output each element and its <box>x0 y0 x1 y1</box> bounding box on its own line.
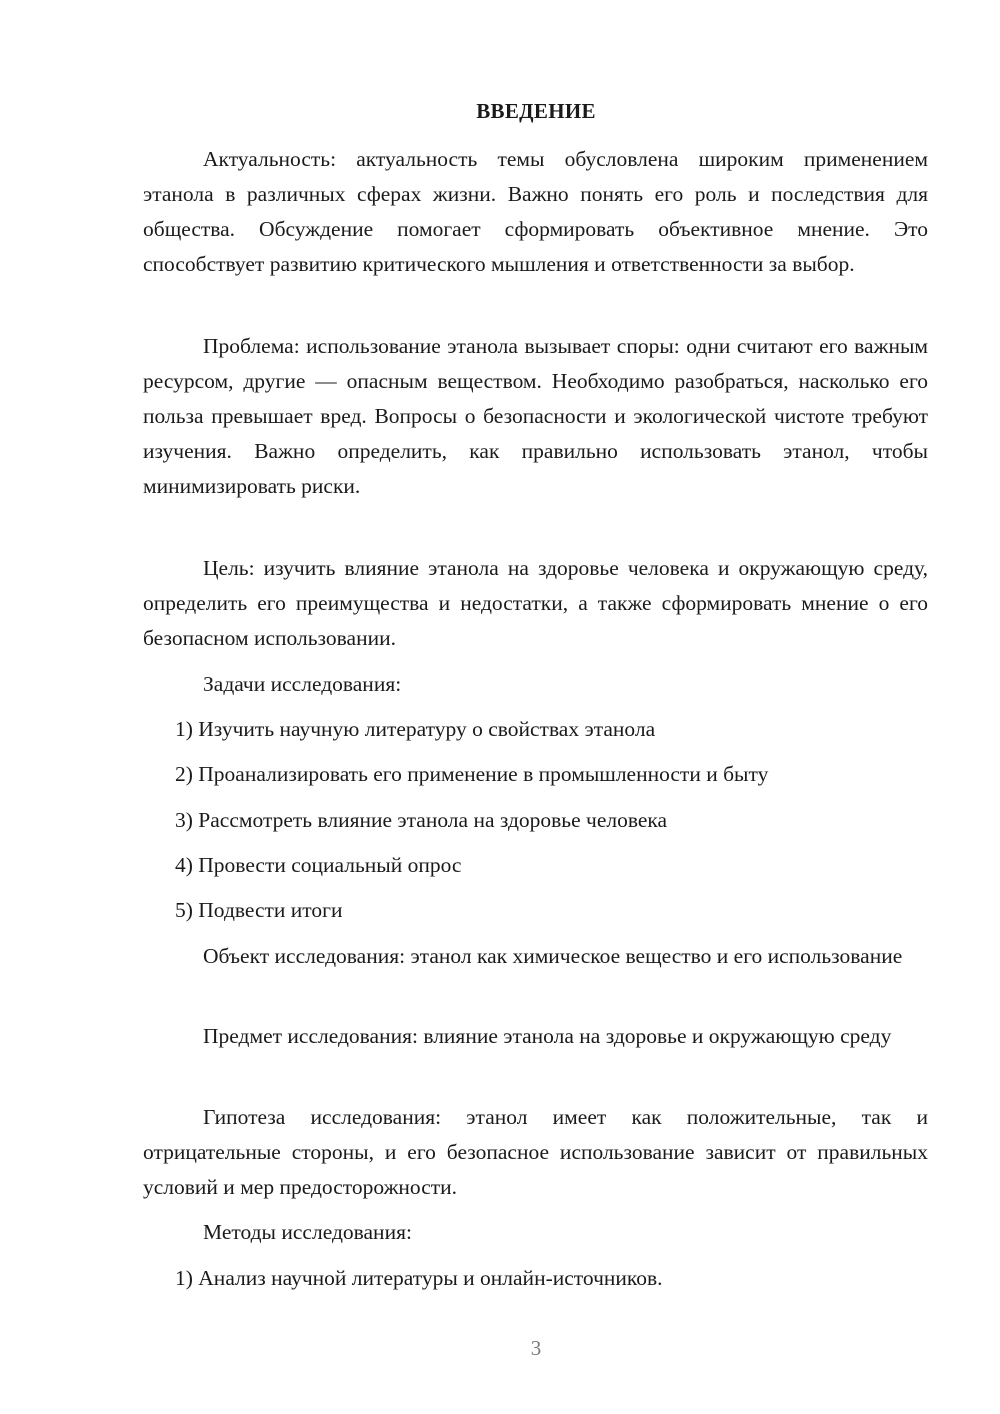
goal-block <box>143 551 928 656</box>
relevance-paragraph: Актуальность: актуальность темы обусловлена широким применением этанола в различных сферах жизни. Важно понять его роль и последствия для общества. Обсуждение помогает сформировать объективное мнение. Это способствует развитию критического мышления и ответственности за выбор. <box>143 147 928 276</box>
tasks-heading: Задачи исследования: <box>203 672 402 696</box>
goal-paragraph: Цель: изучить влияние этанола на здоровье человека и окружающую среду, определить его преимущества и недостатки, а также сформировать мнение о его безопасном использовании. <box>143 556 928 650</box>
list-item: 1) Анализ научной литературы и онлайн-источников. <box>175 1266 663 1290</box>
relevance-block <box>143 142 928 282</box>
tasks-item-2-block <box>143 757 928 792</box>
list-item: 3) Рассмотреть влияние этанола на здоровье человека <box>175 808 668 832</box>
list-item: 2) Проанализировать его применение в промышленности и быту <box>175 762 769 786</box>
methods-heading-block <box>143 1215 928 1250</box>
subject-block <box>143 1019 928 1054</box>
problem-paragraph: Проблема: использование этанола вызывает споры: одни считают его важным ресурсом, другие — опасным веществом. Необходимо разобраться, насколько его польза превышает вред. Вопросы о безопасности и экологической чистоте требуют изучения. Важно определить, как правильно использовать этанол, чтобы минимизировать риски. <box>143 334 928 498</box>
methods-item-1-block <box>143 1261 928 1296</box>
list-item: 1) Изучить научную литературу о свойствах этанола <box>175 717 656 741</box>
object-paragraph: Объект исследования: этанол как химическое вещество и его использование <box>203 944 903 968</box>
problem-block <box>143 329 928 504</box>
tasks-item-5-block <box>143 893 928 928</box>
list-item: 5) Подвести итоги <box>175 898 343 922</box>
object-block <box>143 939 928 974</box>
tasks-item-4-block <box>143 848 928 883</box>
section-title: ВВЕДЕНИЕ <box>476 99 596 123</box>
page-number: 3 <box>530 1336 542 1360</box>
tasks-item-3-block <box>143 803 928 838</box>
tasks-heading-block <box>143 667 928 702</box>
methods-heading: Методы исследования: <box>203 1220 412 1244</box>
subject-paragraph: Предмет исследования: влияние этанола на здоровье и окружающую среду <box>203 1024 892 1048</box>
hypothesis-paragraph: Гипотеза исследования: этанол имеет как положительные, так и отрицательные стороны, и его безопасное использование зависит от правильных условий и мер предосторожности. <box>143 1105 928 1199</box>
hypothesis-block <box>143 1100 928 1205</box>
list-item: 4) Провести социальный опрос <box>175 853 462 877</box>
tasks-item-1-block <box>143 712 928 747</box>
